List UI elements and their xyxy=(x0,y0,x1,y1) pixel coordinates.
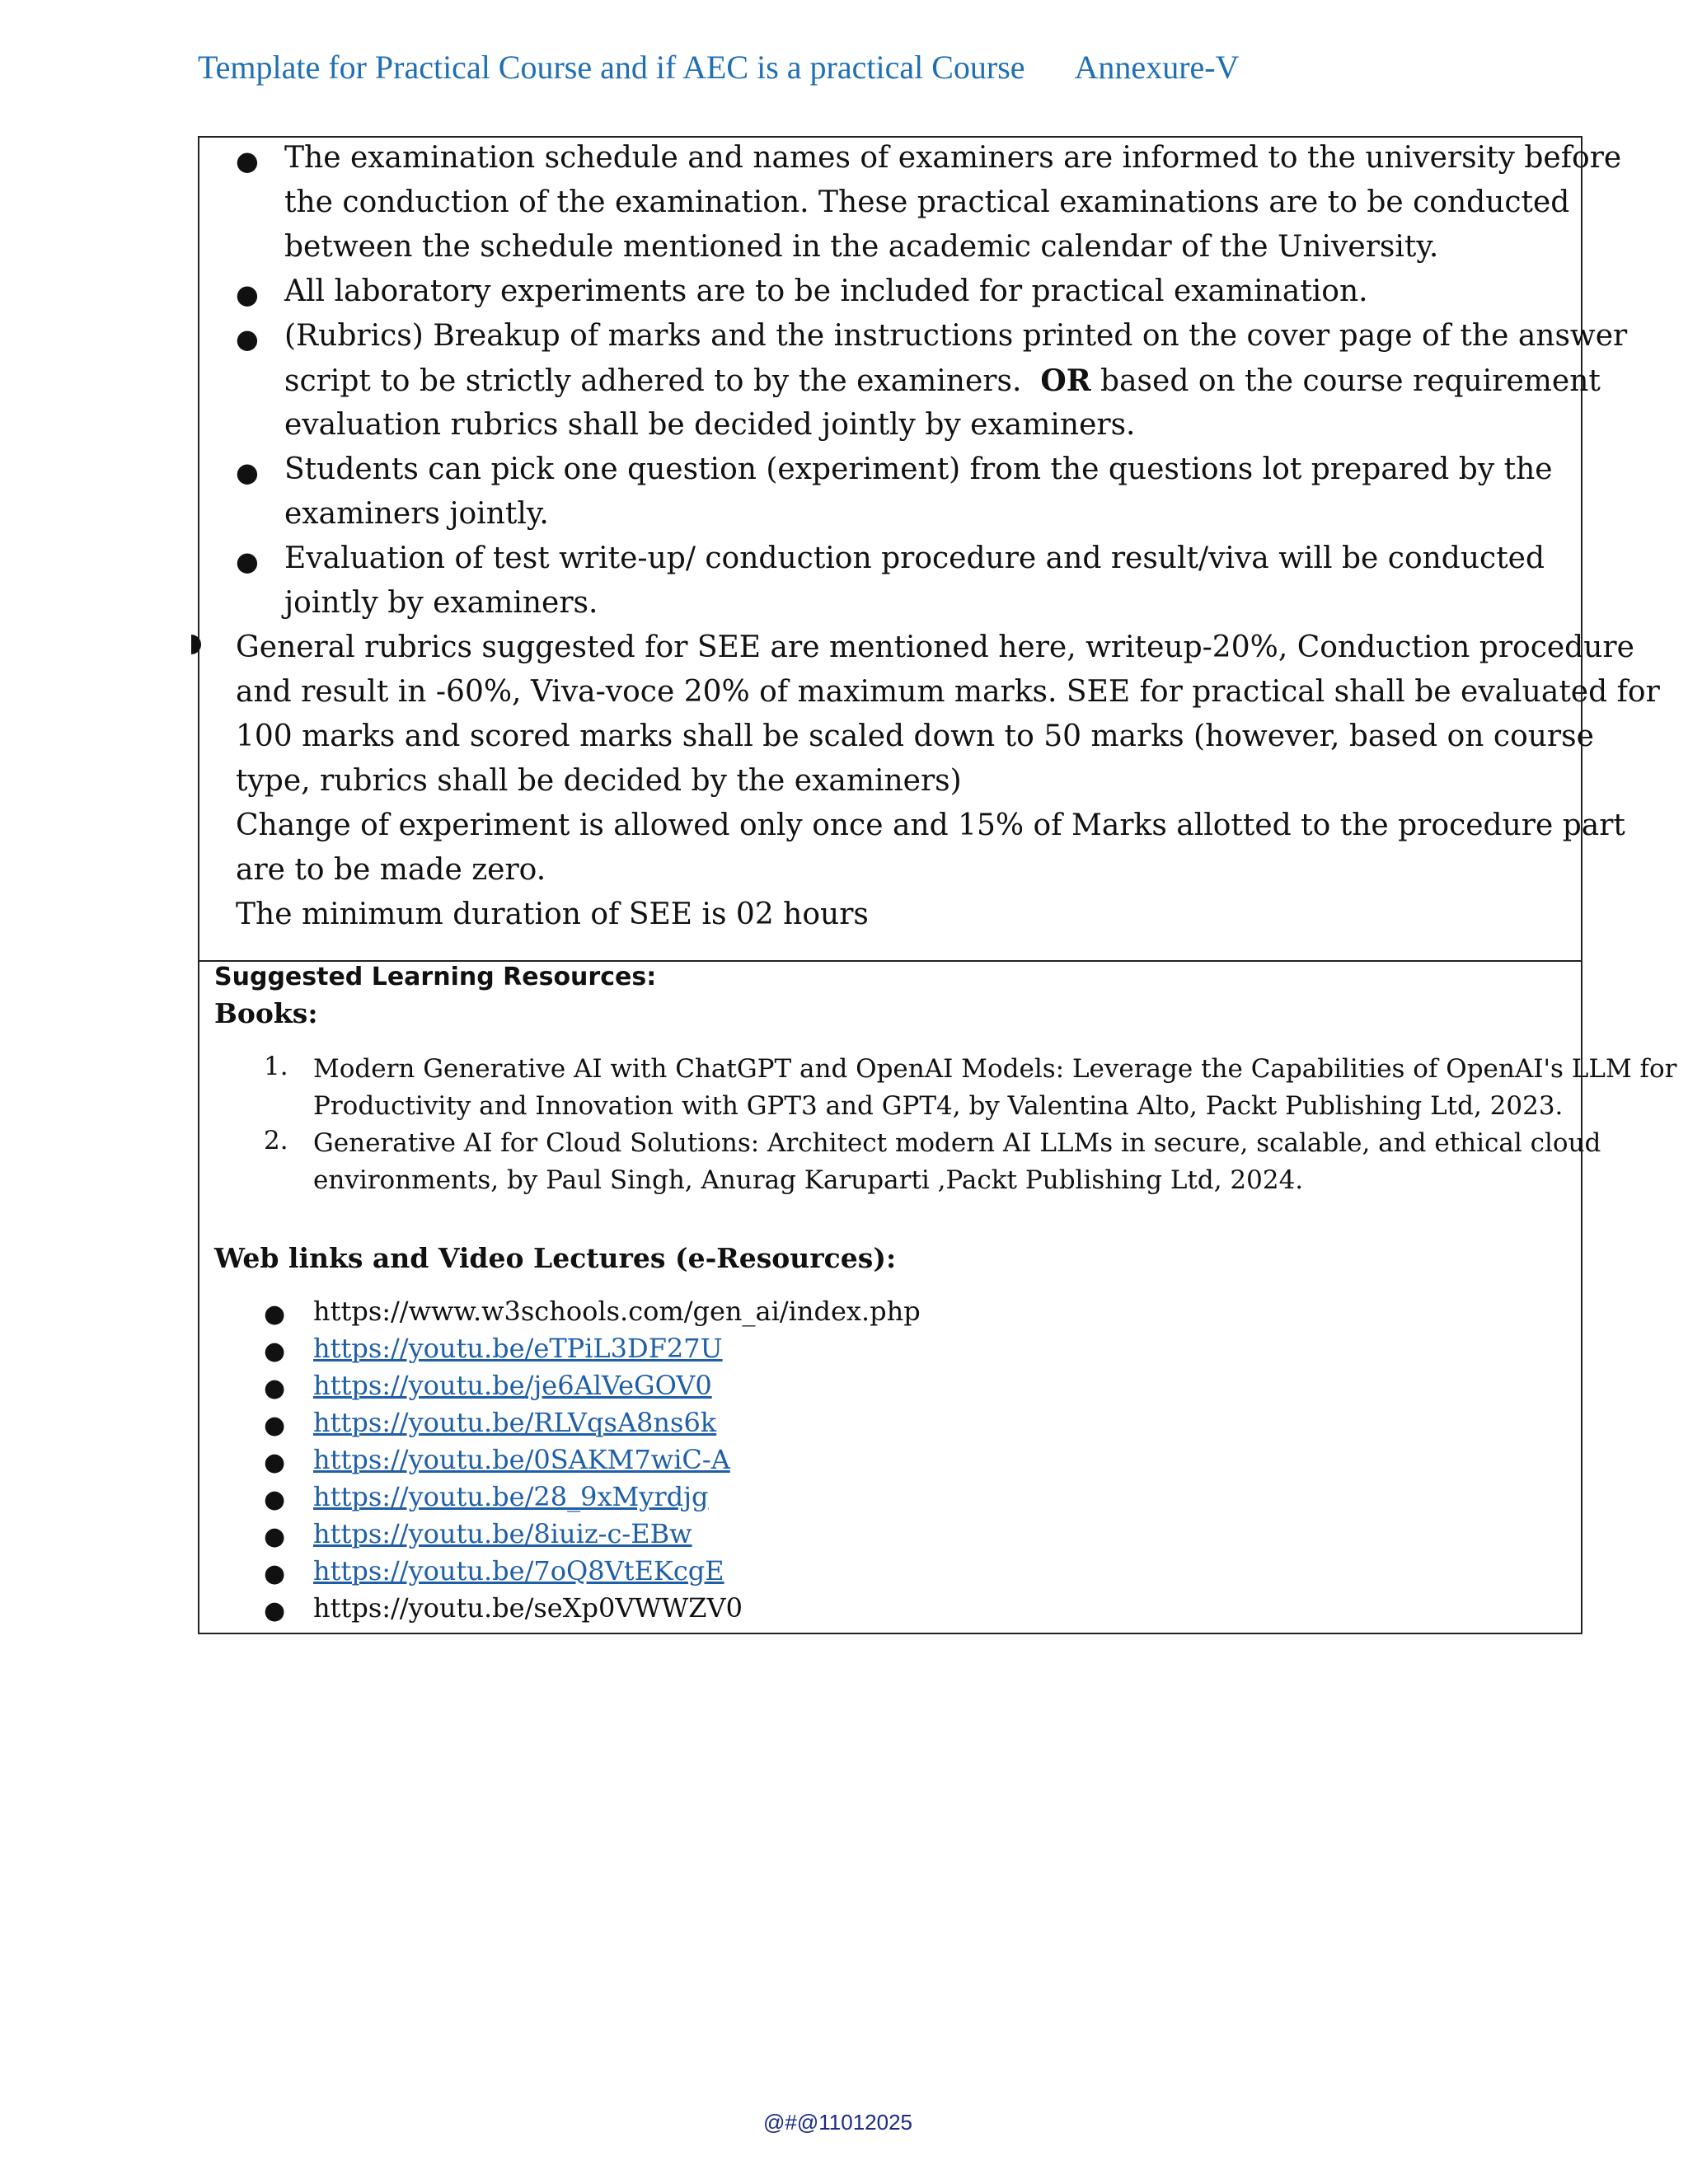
bullet-icon: ● xyxy=(236,546,259,577)
link-item[interactable]: https://youtu.be/RLVqsA8ns6k xyxy=(313,1407,717,1438)
general-line6: are to be made zero. xyxy=(236,853,546,887)
general-line2: and result in -60%, Viva-voce 20% of maximum marks. SEE for practical shall be evaluated for xyxy=(236,675,1660,709)
bullet4-line2: examiners jointly. xyxy=(284,497,549,531)
book1-line1: Modern Generative AI with ChatGPT and OpenAI Models: Leverage the Capabilities of OpenAI's LLM for xyxy=(313,1054,1677,1084)
link-item[interactable]: https://youtu.be/0SAKM7wiC-A xyxy=(313,1444,730,1475)
link-item[interactable]: https://youtu.be/8iuiz-c-EBw xyxy=(313,1518,692,1549)
bullet2-line1: All laboratory experiments are to be included for practical examination. xyxy=(284,274,1368,308)
bullet-icon: ● xyxy=(236,145,259,176)
general-line4: type, rubrics shall be decided by the examiners) xyxy=(236,764,962,798)
general-line5: Change of experiment is allowed only once and 15% of Marks allotted to the procedure part xyxy=(236,808,1625,842)
resources-title: Suggested Learning Resources: xyxy=(214,963,657,991)
book-number: 2. xyxy=(264,1126,288,1155)
bullet-icon: ● xyxy=(264,1485,286,1514)
book1-line2: Productivity and Innovation with GPT3 and GPT4, by Valentina Alto, Packt Publishing Ltd, 2023. xyxy=(313,1091,1564,1121)
book2-line1: Generative AI for Cloud Solutions: Architect modern AI LLMs in secure, scalable, and ethical cloud xyxy=(313,1128,1601,1158)
bullet-icon: ● xyxy=(264,1411,286,1440)
link-item[interactable]: https://www.w3schools.com/gen_ai/index.php xyxy=(313,1296,921,1327)
bullet-icon: ● xyxy=(264,1300,286,1329)
book2-line2: environments, by Paul Singh, Anurag Karuparti ,Packt Publishing Ltd, 2024. xyxy=(313,1165,1304,1195)
bullet3-line2-text: script to be strictly adhered to by the examiners. xyxy=(284,364,1041,398)
bullet3-or-bold: OR xyxy=(1040,363,1091,398)
annexure-label: Annexure-V xyxy=(1074,49,1240,86)
bullet5-line1: Evaluation of test write-up/ conduction procedure and result/viva will be conducted xyxy=(284,541,1545,575)
bullet1-line3: between the schedule mentioned in the academic calendar of the University. xyxy=(284,230,1439,264)
general-line7: The minimum duration of SEE is 02 hours xyxy=(236,898,869,931)
bullet-icon: ● xyxy=(264,1374,286,1403)
header-title: Template for Practical Course and if AEC is a practical Course xyxy=(198,49,1025,86)
bullet-icon: ● xyxy=(264,1337,286,1366)
bullet-icon: ● xyxy=(236,323,259,354)
page-header xyxy=(198,48,1239,87)
weblinks-label: Web links and Video Lectures (e-Resources): xyxy=(214,1242,897,1274)
link-item[interactable]: https://youtu.be/eTPiL3DF27U xyxy=(313,1333,723,1364)
bullet-icon: ● xyxy=(264,1522,286,1551)
books-label: Books: xyxy=(214,997,318,1029)
bullet1-line2: the conduction of the examination. These practical examinations are to be conducted xyxy=(284,185,1570,219)
link-item[interactable]: https://youtu.be/7oQ8VtEKcgE xyxy=(313,1555,724,1586)
book-number: 1. xyxy=(264,1052,288,1081)
footer-code: @#@11012025 xyxy=(763,2110,912,2135)
bullet-icon: ● xyxy=(264,1559,286,1588)
link-item[interactable]: https://youtu.be/je6AlVeGOV0 xyxy=(313,1370,712,1401)
bullet3-line1: (Rubrics) Breakup of marks and the instructions printed on the cover page of the answer xyxy=(284,319,1628,353)
bullet4-line1: Students can pick one question (experiment) from the questions lot prepared by the xyxy=(284,452,1553,486)
table-row-divider xyxy=(199,960,1581,962)
stray-bullet-mark xyxy=(191,635,201,656)
link-item[interactable]: https://youtu.be/28_9xMyrdjg xyxy=(313,1481,709,1512)
bullet-icon: ● xyxy=(264,1596,286,1625)
bullet3-line3: evaluation rubrics shall be decided jointly by examiners. xyxy=(284,408,1136,442)
link-item[interactable]: https://youtu.be/seXp0VWWZV0 xyxy=(313,1592,743,1624)
general-line1: General rubrics suggested for SEE are mentioned here, writeup-20%, Conduction procedure xyxy=(236,630,1634,664)
bullet-icon: ● xyxy=(236,457,259,488)
bullet1-line1: The examination schedule and names of examiners are informed to the university before xyxy=(284,141,1622,175)
bullet3-line2-rest: based on the course requirement xyxy=(1090,364,1601,398)
bullet5-line2: jointly by examiners. xyxy=(284,586,598,620)
bullet-icon: ● xyxy=(236,279,259,310)
general-line3: 100 marks and scored marks shall be scaled down to 50 marks (however, based on course xyxy=(236,719,1594,753)
bullet-icon: ● xyxy=(264,1448,286,1477)
bullet3-line2 xyxy=(284,359,1601,404)
